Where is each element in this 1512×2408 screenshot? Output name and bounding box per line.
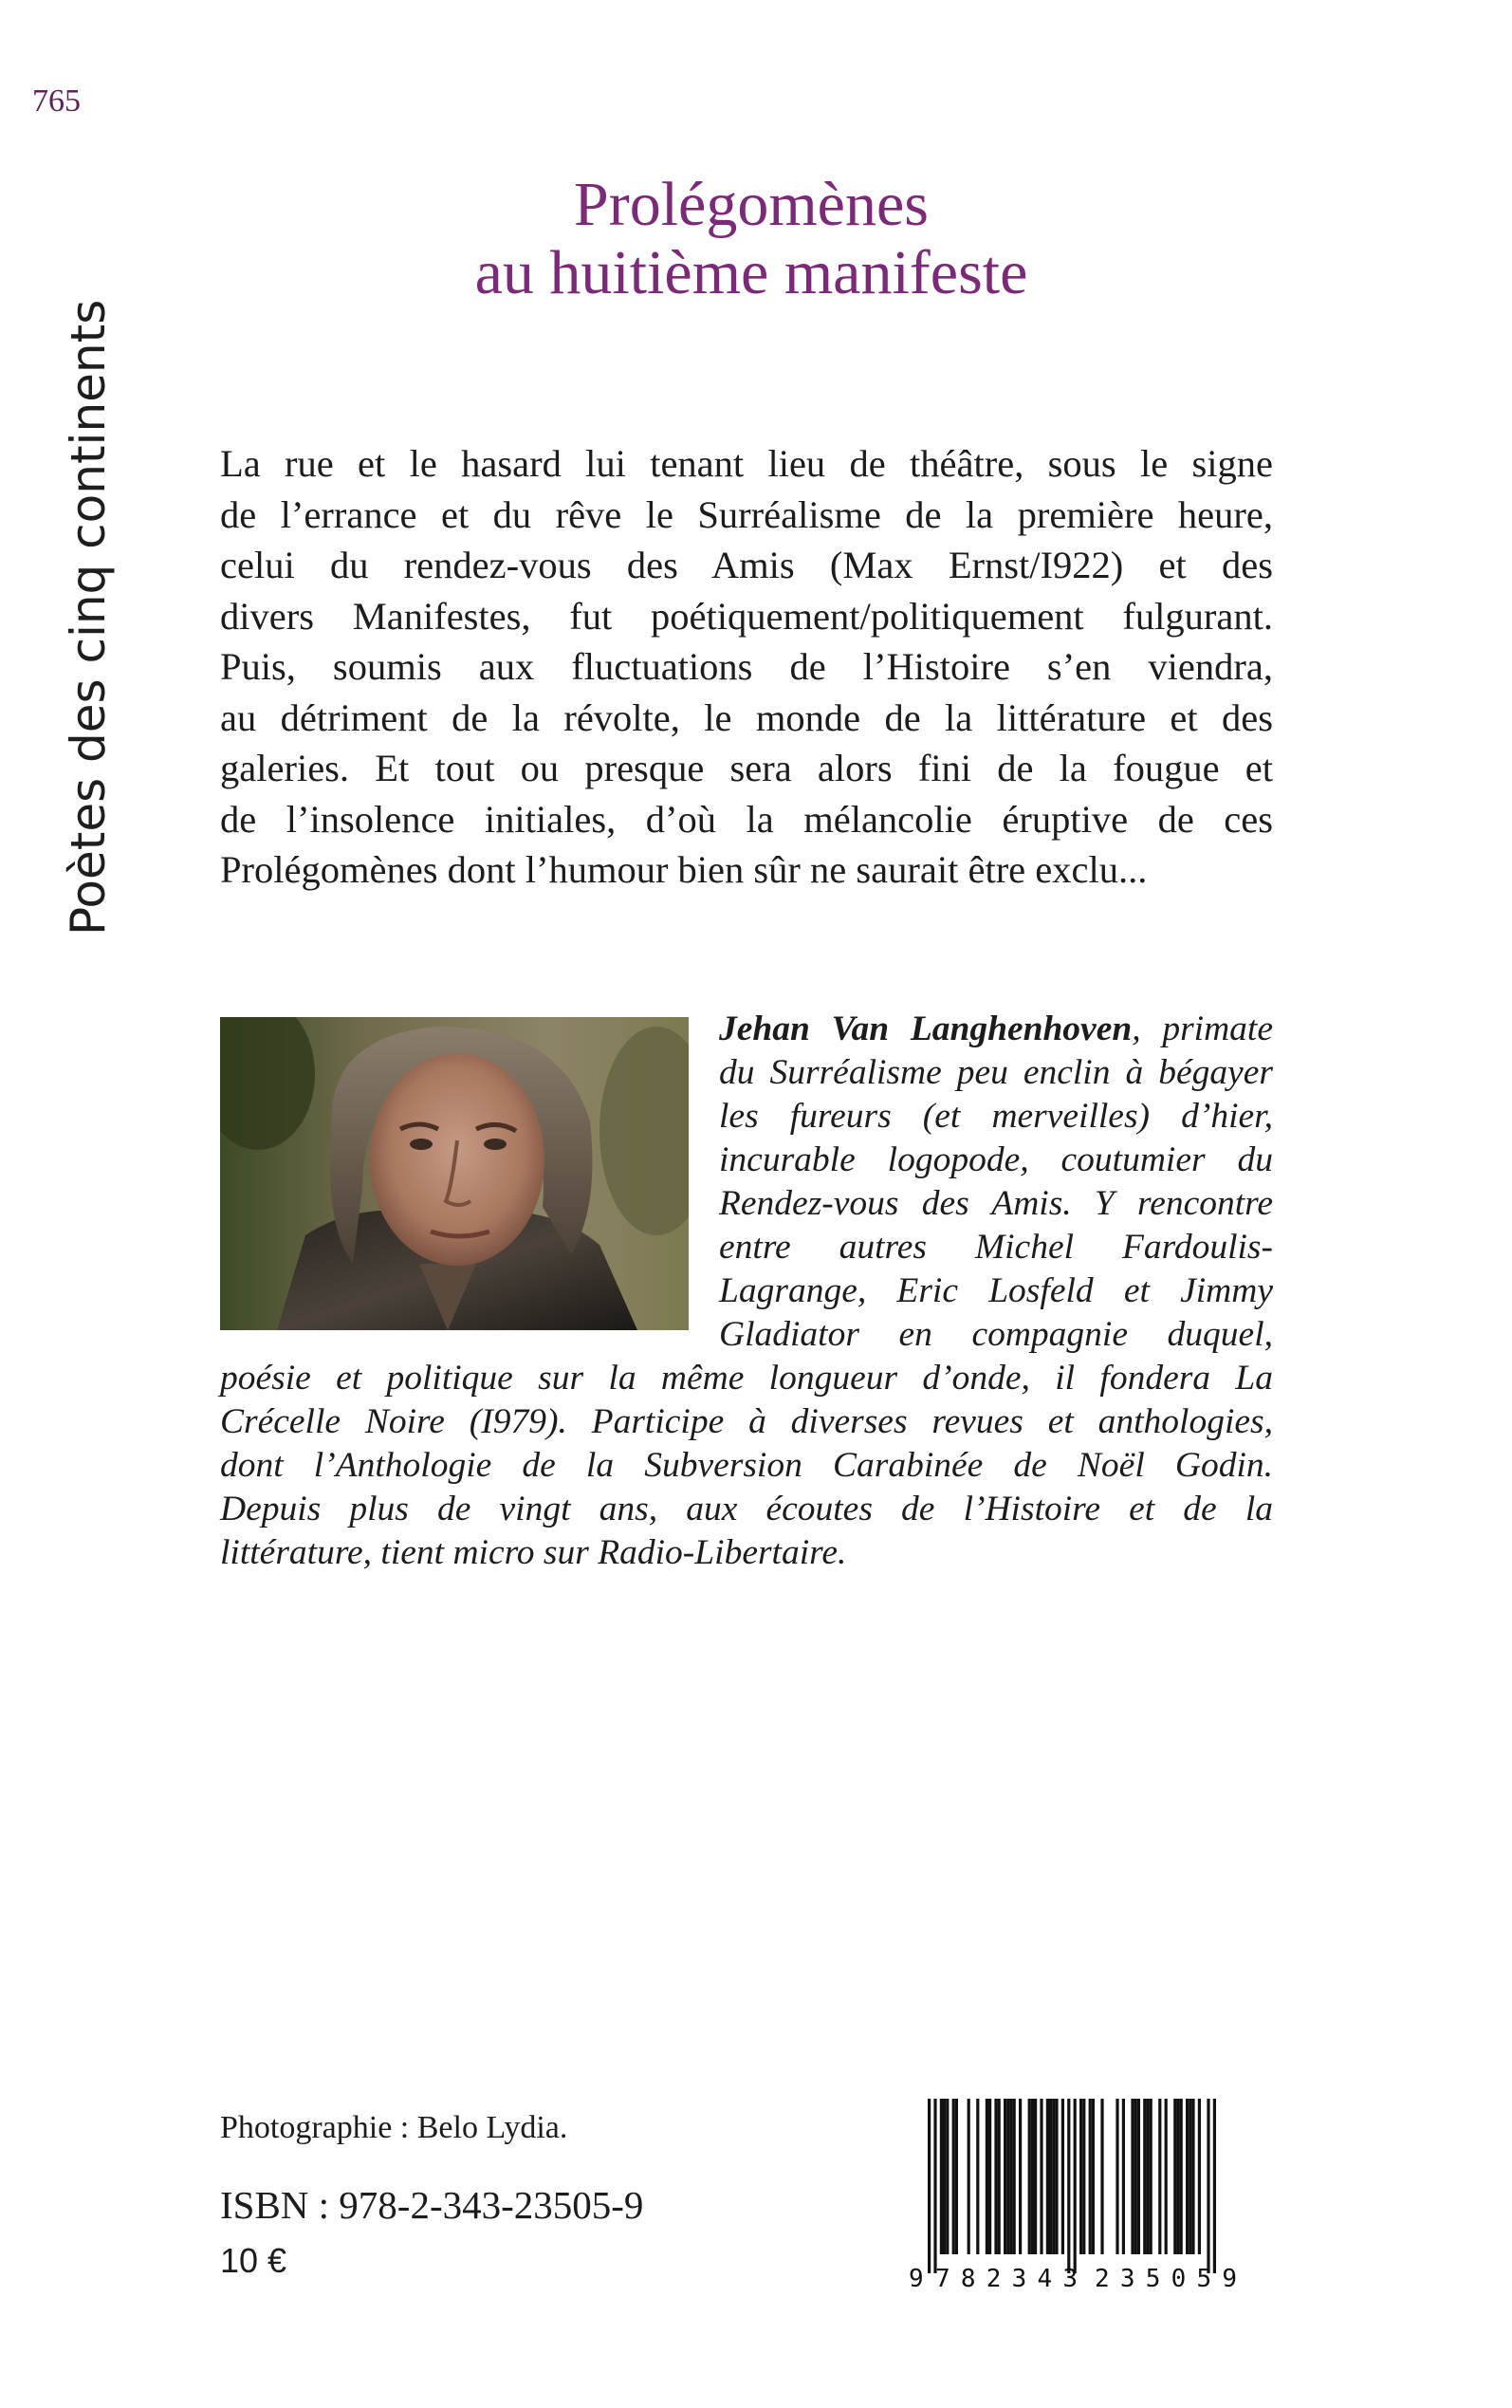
barcode-bar [1004, 2099, 1006, 2254]
barcode-bar [1006, 2099, 1009, 2254]
barcode-bar [1122, 2099, 1125, 2254]
barcode-graphic [897, 2095, 1267, 2292]
barcode-bar [933, 2099, 936, 2273]
barcode-bar [1009, 2099, 1012, 2254]
barcode-bar [1150, 2099, 1152, 2254]
bio-line: Lagrange, Eric Losfeld et Jimmy [719, 1271, 1273, 1310]
barcode-bar [1146, 2099, 1149, 2254]
blurb-line: au détriment de la révolte, le monde de la littérature et des [220, 695, 1273, 739]
barcode-bar [1052, 2099, 1055, 2254]
barcode-left-digits: 782343 [935, 2265, 1078, 2292]
bio-line: Crécelle Noire (I979). Participe à diverses revues et anthologies, [220, 1402, 1273, 1441]
barcode-bar [928, 2099, 931, 2273]
price: 10 € [220, 2241, 287, 2280]
book-title [220, 171, 1282, 307]
barcode-bar [1055, 2099, 1058, 2254]
barcode-bar [1173, 2099, 1176, 2254]
barcode-bar [1158, 2099, 1161, 2254]
barcode-bar [1028, 2099, 1031, 2254]
blurb-line: Prolégomènes dont l’humour bien sûr ne saurait être exclu... [220, 848, 1148, 891]
barcode-bar [968, 2099, 970, 2254]
barcode [897, 2095, 1267, 2292]
barcode-bar [943, 2099, 946, 2254]
bio-line: littérature, tient micro sur Radio-Libertaire. [220, 1533, 847, 1572]
barcode-bar [1116, 2099, 1118, 2254]
barcode-bar [1100, 2099, 1103, 2254]
barcode-bar [1176, 2099, 1179, 2254]
blurb-line: de l’insolence initiales, d’où la mélancolie éruptive de ces [220, 797, 1273, 841]
book-title-line-2: au huitième manifeste [474, 238, 1028, 307]
barcode-bar [1013, 2099, 1016, 2254]
barcode-bar [1031, 2099, 1034, 2254]
isbn: ISBN : 978-2-343-23505-9 [220, 2183, 644, 2227]
bio-line: Depuis plus de vingt ans, aux écoutes de l’Histoire et de la [220, 1490, 1273, 1528]
bio-line: incurable logopode, coutumier du [719, 1140, 1273, 1179]
barcode-bar [1034, 2099, 1037, 2254]
barcode-bar [1189, 2099, 1191, 2254]
barcode-bar [1131, 2099, 1134, 2254]
barcode-bar [986, 2099, 988, 2254]
barcode-bar [1213, 2099, 1216, 2273]
barcode-bar [1165, 2099, 1168, 2254]
book-title-line-1: Prolégomènes [574, 170, 929, 239]
blurb-line: galeries. Et tout ou presque sera alors fini de la fougue et [220, 747, 1273, 789]
back-cover-blurb [220, 438, 1273, 896]
barcode-right-digits: 235059 [1095, 2265, 1237, 2292]
blurb-line: Puis, soumis aux fluctuations de l’Histoire s’en viendra, [220, 645, 1273, 688]
barcode-bar [1040, 2099, 1042, 2254]
barcode-bar [1143, 2099, 1146, 2254]
barcode-bar [1180, 2099, 1183, 2254]
barcode-bar [1046, 2099, 1049, 2254]
barcode-first-digit: 9 [909, 2265, 924, 2292]
barcode-bar [1089, 2099, 1092, 2254]
barcode-bar [1061, 2099, 1064, 2254]
bio-line [719, 1008, 1273, 1051]
blurb-line: de l’errance et du rêve le Surréalisme de la première heure, [220, 492, 1273, 536]
author-name: Jehan Van Langhenhoven [719, 1010, 1133, 1048]
author-bio [220, 1008, 1273, 1575]
bio-line-rest: , primate [1132, 1010, 1273, 1048]
barcode-bar [1019, 2099, 1022, 2254]
barcode-bar [946, 2099, 949, 2254]
barcode-bar [1082, 2099, 1085, 2254]
barcode-bar [1191, 2099, 1194, 2254]
bio-line: poésie et politique sur la même longueur d’onde, il fondera La [220, 1359, 1273, 1398]
barcode-bar [1049, 2099, 1052, 2254]
barcode-bar [955, 2099, 958, 2254]
barcode-bar [976, 2099, 979, 2254]
barcode-bar [998, 2099, 1001, 2254]
blurb-line: La rue et le hasard lui tenant lieu de théâtre, sous le signe [220, 442, 1273, 485]
barcode-bar [1186, 2099, 1189, 2254]
series-name: Poètes des cinq continents [61, 299, 116, 935]
barcode-bar [1137, 2099, 1140, 2254]
bio-line: les fureurs (et merveilles) d’hier, [719, 1097, 1273, 1136]
barcode-bar [940, 2099, 943, 2254]
bio-line: entre autres Michel Fardoulis- [719, 1228, 1273, 1267]
barcode-bar [1092, 2099, 1095, 2254]
barcode-bar [1207, 2099, 1209, 2273]
barcode-bar [1198, 2099, 1201, 2254]
barcode-bar [994, 2099, 997, 2254]
barcode-bar [988, 2099, 991, 2254]
bio-line: dont l’Anthologie de la Subversion Carabinée de Noël Godin. [220, 1446, 1273, 1485]
barcode-bar [1079, 2099, 1082, 2254]
blurb-line: celui du rendez-vous des Amis (Max Ernst/I922) et des [220, 544, 1273, 586]
barcode-bar [1134, 2099, 1137, 2254]
bio-line: Rendez-vous des Amis. Y rencontre [719, 1184, 1273, 1223]
photo-credit: Photographie : Belo Lydia. [220, 2110, 568, 2145]
barcode-bar [952, 2099, 955, 2254]
bio-line: du Surréalisme peu enclin à bégayer [719, 1053, 1273, 1092]
barcode-bar [1074, 2099, 1077, 2273]
blurb-line: divers Manifestes, fut poétiquement/politiquement fulgurant. [220, 594, 1273, 638]
bio-line: Gladiator en compagnie duquel, [719, 1315, 1273, 1354]
series-number: 765 [32, 83, 81, 119]
barcode-bar [1067, 2099, 1070, 2273]
